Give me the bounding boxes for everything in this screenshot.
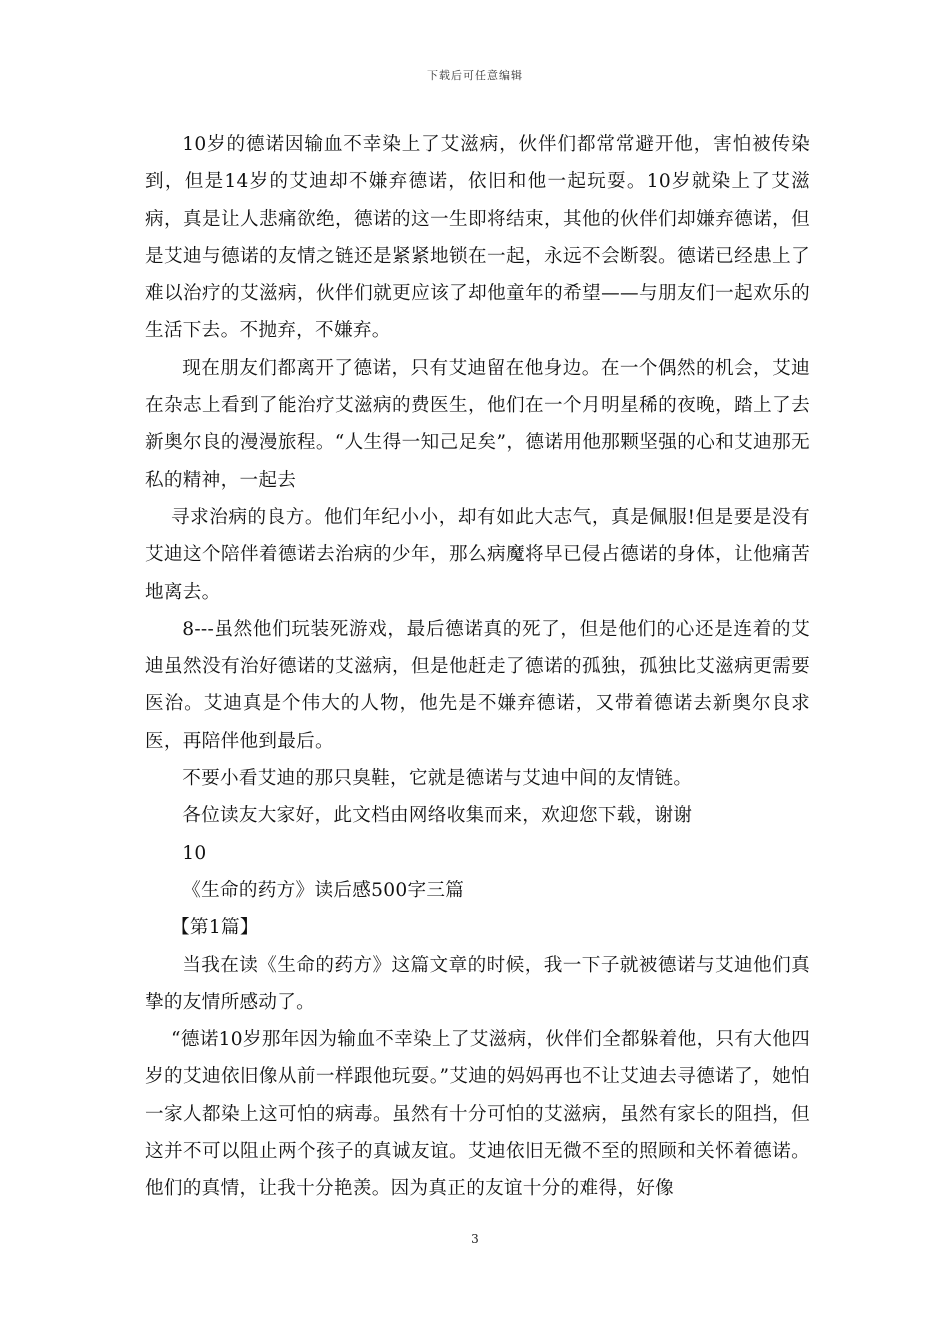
page-number: 3: [471, 1232, 479, 1246]
paragraph-6: 各位读友大家好，此文档由网络收集而来，欢迎您下载，谢谢: [182, 805, 693, 827]
section-heading: 【第1篇】: [171, 917, 259, 939]
paragraph-3: 寻求治病的良方。他们年纪小小，却有如此大志气，真是佩服!但是要是没有艾迪这个陪伴着德诺去治病的少年，那么病魔将早已侵占德诺的身体，让他痛苦地离去。: [145, 506, 810, 603]
page-header: 下载后可任意编辑: [427, 69, 523, 82]
paragraph-2: 现在朋友们都离开了德诺，只有艾迪留在他身边。在一个偶然的机会，艾迪在杂志上看到了能治疗艾滋病的费医生，他们在一个月明星稀的夜晚，踏上了去新奥尔良的漫漫旅程。“人生得一知己足矣”，德诺用他那颗坚强的心和艾迪那无私的精神，一起去: [145, 357, 810, 491]
paragraph-8: 当我在读《生命的药方》这篇文章的时候，我一下子就被德诺与艾迪他们真挚的友情所感动了。: [145, 954, 810, 1013]
paragraph-5: 不要小看艾迪的那只臭鞋，它就是德诺与艾迪中间的友情链。: [182, 768, 693, 790]
document-body: [145, 126, 810, 1208]
paragraph-4: 8---虽然他们玩装死游戏，最后德诺真的死了，但是他们的心还是连着的艾迪虽然没有治好德诺的艾滋病，但是他赶走了德诺的孤独，孤独比艾滋病更需要医治。艾迪真是个伟大的人物，他先是不嫌弃德诺，又带着德诺去新奥尔良求医，再陪伴他到最后。: [145, 618, 810, 752]
article-title: 《生命的药方》读后感500字三篇: [182, 879, 465, 901]
paragraph-9: “德诺10岁那年因为输血不幸染上了艾滋病，伙伴们全都躲着他，只有大他四岁的艾迪依旧像从前一样跟他玩耍。”艾迪的妈妈再也不让艾迪去寻德诺了，她怕一家人都染上这可怕的病毒。虽然有十分可怕的艾滋病，虽然有家长的阻挡，但这并不可以阻止两个孩子的真诚友谊。艾迪依旧无微不至的照顾和关怀着德诺。他们的真情，让我十分艳羡。因为真正的友谊十分的难得，好像: [145, 1029, 810, 1200]
paragraph-7: 10: [182, 842, 207, 864]
paragraph-1: 10岁的德诺因输血不幸染上了艾滋病，伙伴们都常常避开他，害怕被传染到，但是14岁的艾迪却不嫌弃德诺，依旧和他一起玩耍。10岁就染上了艾滋病，真是让人悲痛欲绝，德诺的这一生即将结束，其他的伙伴们却嫌弃德诺，但是艾迪与德诺的友情之链还是紧紧地锁在一起，永远不会断裂。德诺已经患上了难以治疗的艾滋病，伙伴们就更应该了却他童年的希望——与朋友们一起欢乐的生活下去。不抛弃，不嫌弃。: [145, 134, 810, 342]
